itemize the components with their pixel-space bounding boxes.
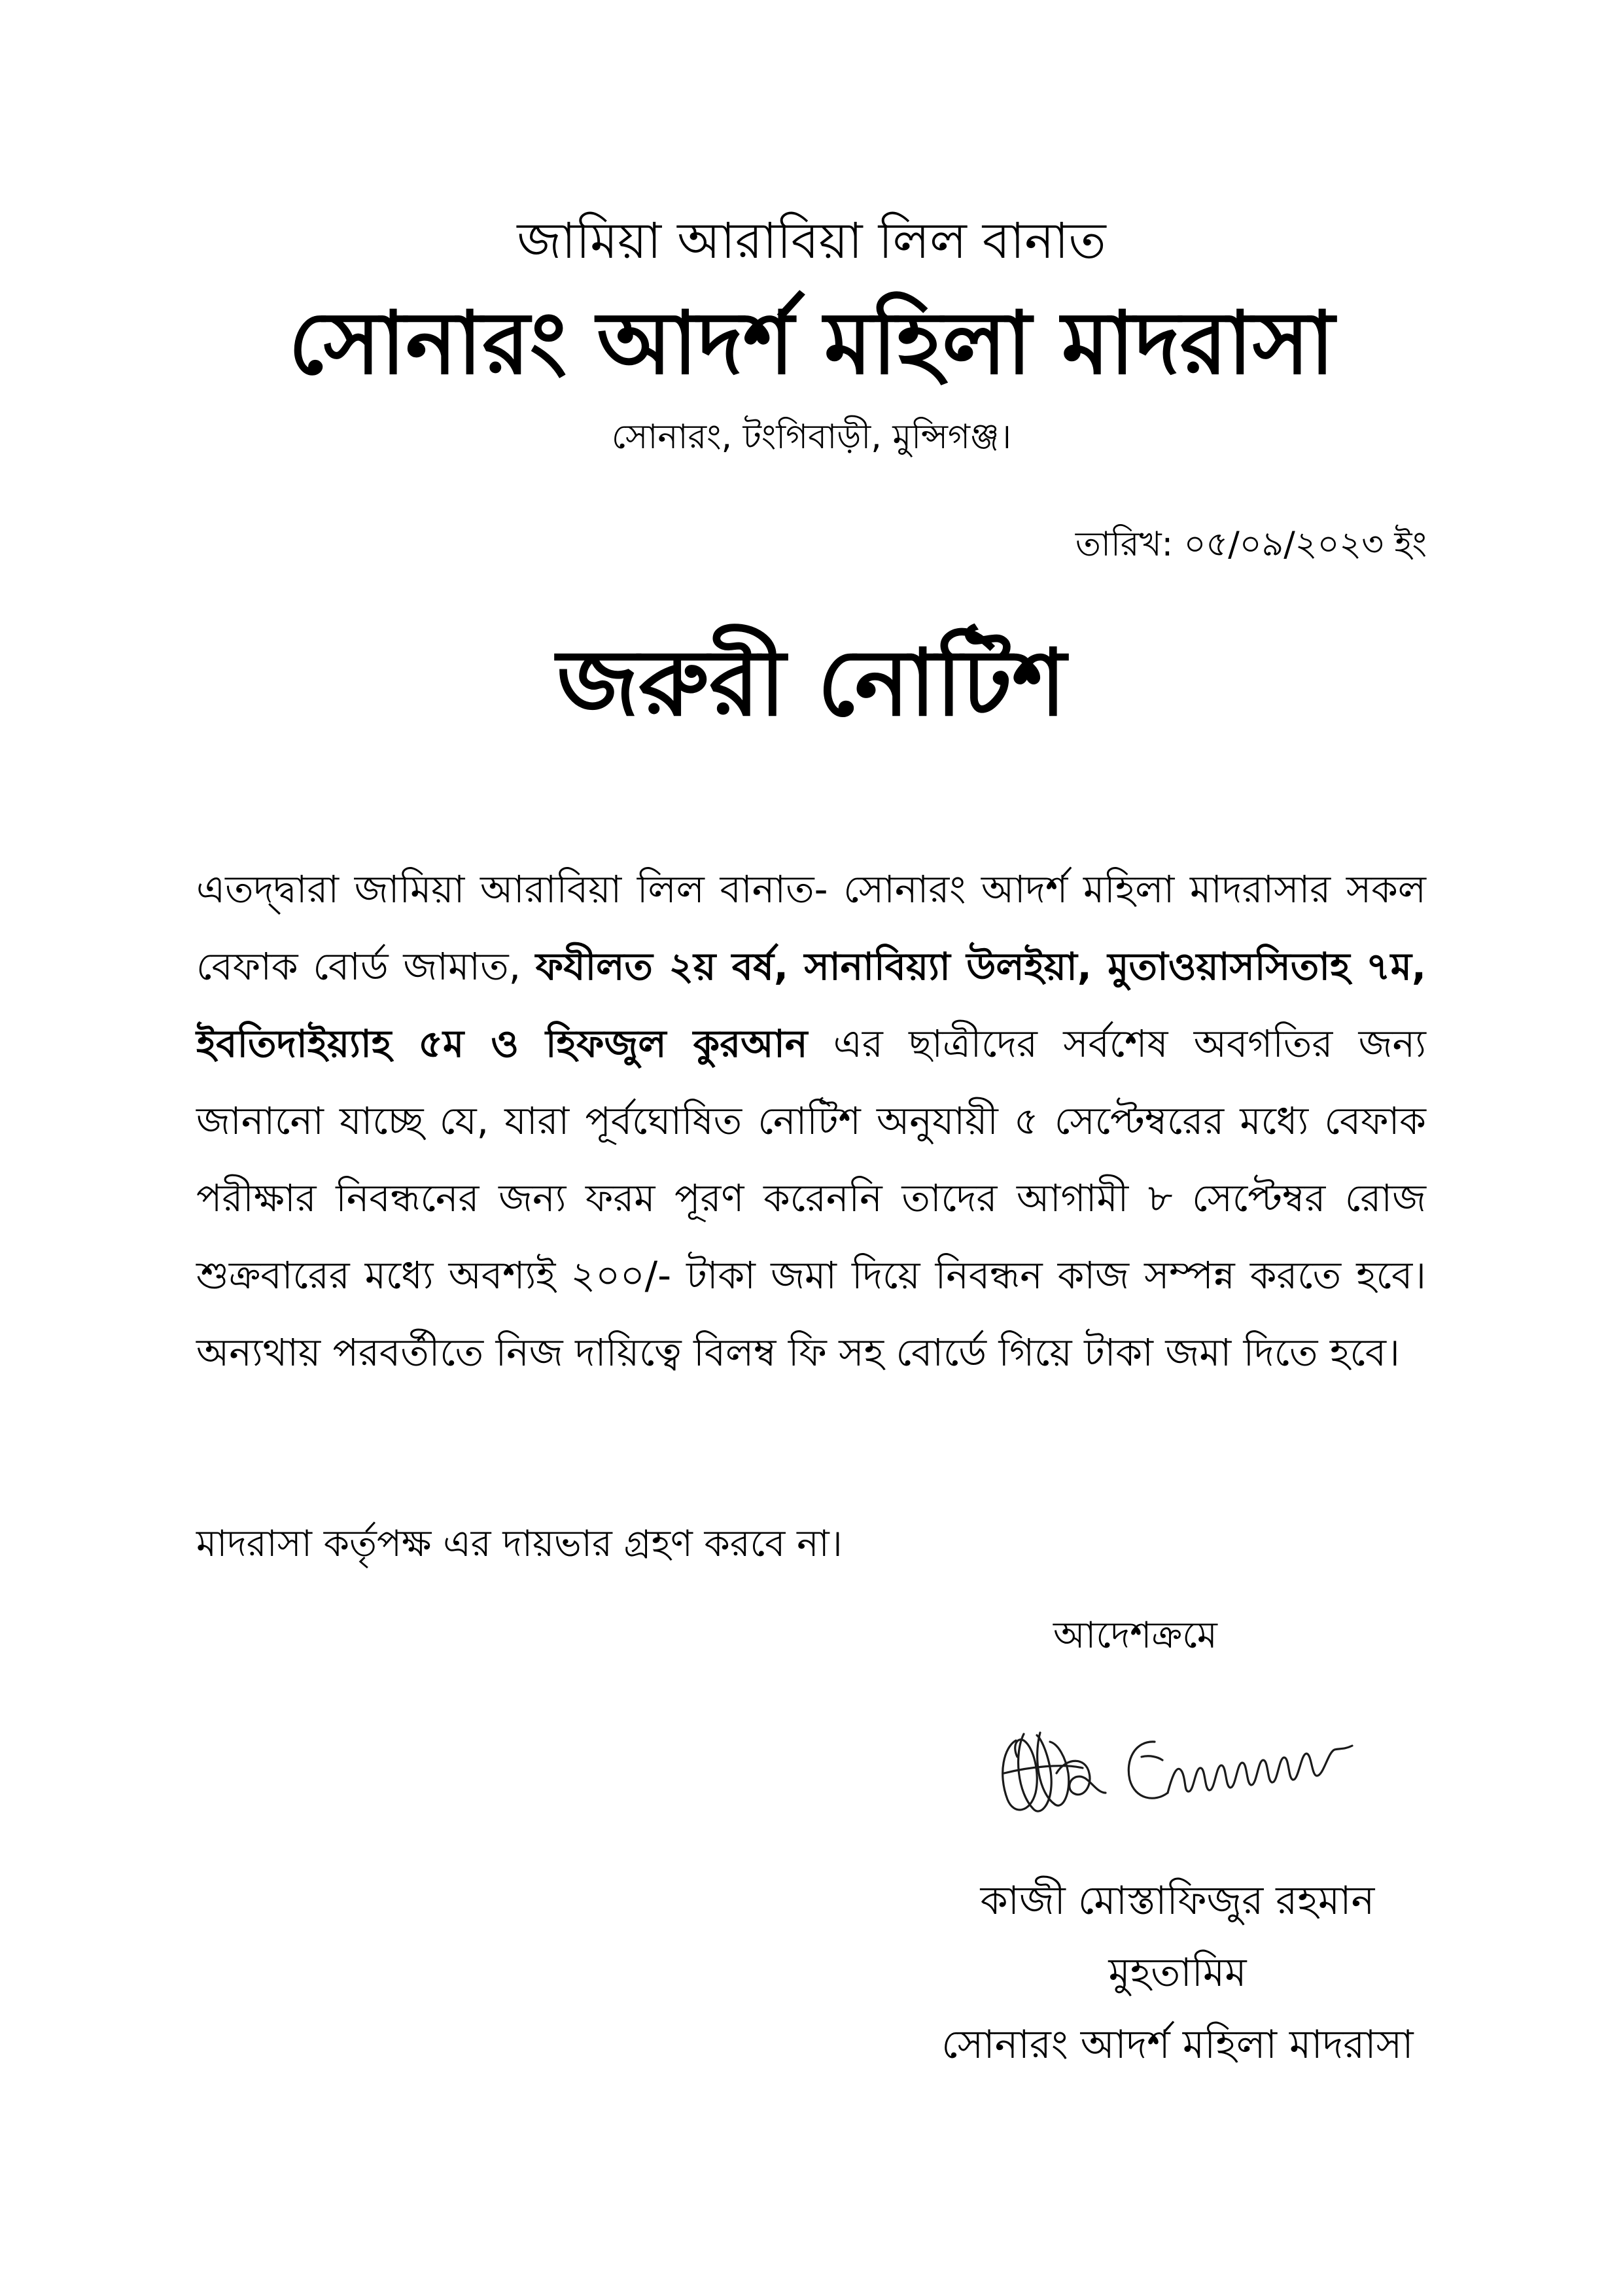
body-rest: এর ছাত্রীদের সর্বশেষ অবগতির জন্য জানানো যাচ্ছে যে, যারা পূর্বঘোষিত নোটিশ অনুযায়ী ৫ সেপ্টেম্বরের মধ্যে বেফাক পরীক্ষার নিবন্ধনের জন্য ফরম পূরণ করেননি তাদের আগামী ৮ সেপ্টেম্বর রোজ শুক্রবারের মধ্যে অবশ্যই ২০০/- টাকা জমা দিয়ে নিবন্ধন কাজ সম্পন্ন করতে হবে। অন্যথায় পরবর্তীতে নিজ দায়িত্বে বিলম্ব ফি সহ বোর্ডে গিয়ে টাকা জমা দিতে হবে। — [196, 1021, 1426, 1375]
body-intro: এতদ্দ্বারা জামিয়া আরাবিয়া লিল বানাত- সোনারং আদর্শ মহিলা মাদরাসার সকল বেফাক বোর্ড জামাত, — [196, 867, 1426, 989]
order-label: আদেশক্রমে — [1053, 1614, 1217, 1657]
body-classes: ফযীলত ২য় বর্ষ, সানাবিয়্যা উলইয়া, মুতাওয়াসসিতাহ ৭ম, ইবতিদাইয়্যাহ ৫ম ও হিফজুল কুরআন — [196, 944, 1426, 1066]
signatory-name: কাজী মোস্তাফিজুর রহমান — [980, 1878, 1375, 1924]
notice-title: জরুরী নোটিশ — [557, 630, 1066, 737]
notice-body — [196, 851, 1426, 1391]
notice-disclaimer: মাদরাসা কর্তৃপক্ষ এর দায়ভার গ্রহণ করবে না। — [196, 1523, 843, 1565]
org-address: সোনারং, টংগিবাড়ী, মুন্সিগঞ্জ। — [611, 417, 1012, 457]
org-name: সোনারং আদর্শ মহিলা মাদরাসা — [288, 293, 1335, 394]
signatory-title: মুহতামিম — [1108, 1950, 1247, 1996]
signatory-org: সোনারং আদর্শ মহিলা মাদরাসা — [941, 2022, 1414, 2068]
signature-image — [978, 1695, 1370, 1839]
notice-date: তারিখ: ০৫/০৯/২০২৩ ইং — [1075, 525, 1427, 564]
org-subtitle: জামিয়া আরাবিয়া লিল বানাত — [517, 211, 1106, 270]
